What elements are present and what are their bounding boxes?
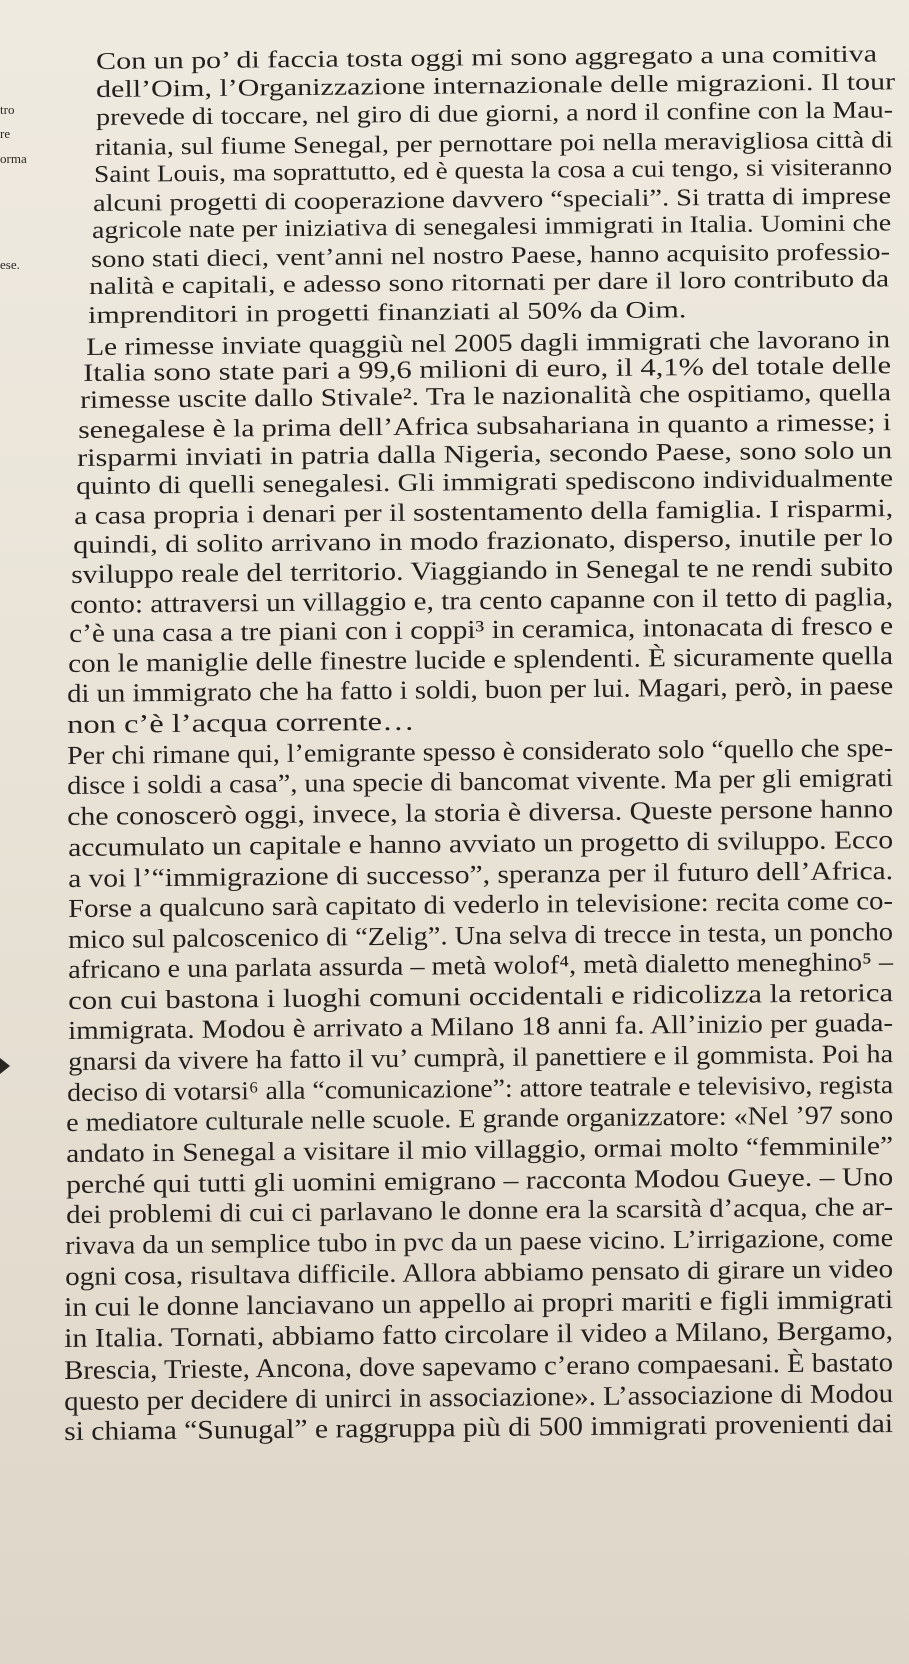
text-line-content: Italia sono state pari a 99,6 milioni di euro, il 4,1% del totale delle bbox=[82, 352, 892, 387]
text-line-content: ritania, sul fiume Senegal, per pernottare poi nella meravigliosa città di bbox=[94, 127, 894, 161]
text-line-content: accumulato un capitale e hanno avviato un progetto di sviluppo. Ecco bbox=[67, 825, 894, 862]
margin-note: orma bbox=[0, 152, 27, 165]
text-line bbox=[96, 70, 895, 102]
text-line-content: c’è una casa a tre piani con i coppi³ in ceramica, intonacata di fresco e bbox=[68, 611, 894, 648]
text-line-content: a casa propria i denari per il sostentamento della famiglia. I risparmi, bbox=[73, 495, 894, 530]
text-line bbox=[68, 888, 893, 922]
text-line-content: rimesse uscite dallo Stivale². Tra le nazionalità che ospitiamo, quella bbox=[79, 379, 892, 414]
text-line bbox=[92, 211, 891, 243]
text-line-content: nalità e capitali, e adesso sono ritornati per dare il loro contributo da bbox=[88, 266, 890, 300]
text-line-content: Brescia, Trieste, Ancona, dove sapevamo c’erano compaesani. È bastato bbox=[63, 1347, 894, 1385]
text-line bbox=[65, 1225, 893, 1259]
text-line-content: non c’è l’acqua corrente… bbox=[66, 706, 415, 739]
text-line-content: andato in Senegal a visitare il mio villaggio, ormai molto “femminile” bbox=[65, 1131, 894, 1168]
margin-note: ese. bbox=[0, 258, 20, 271]
text-line-content: gnarsi da vivere ha fatto il vu’ cumprà, il panettiere e il gommista. Poi ha bbox=[67, 1039, 894, 1076]
text-line-content: deciso di votarsi⁶ alla “comunicazione”: attore teatrale e televisivo, regista bbox=[66, 1070, 894, 1107]
margin-note: re bbox=[0, 127, 11, 140]
text-line-content: Con un po’ di faccia tosta oggi mi sono aggregato a una comitiva bbox=[95, 41, 878, 75]
text-line bbox=[68, 1010, 893, 1044]
text-line bbox=[66, 1194, 893, 1228]
text-line-content: si chiama “Sunugal” e raggruppa più di 500 immigrati provenienti dai bbox=[63, 1408, 894, 1446]
text-line-content: perché qui tutti gli uomini emigrano – racconta Modou Gueye. – Uno bbox=[65, 1162, 894, 1199]
text-line-content: Saint Louis, ma soprattutto, ed è questa la cosa a cui tengo, si visiteranno bbox=[93, 154, 893, 188]
text-line-content: imprenditori in progetti finanziati al 50% da Oim. bbox=[87, 297, 687, 329]
text-line bbox=[74, 496, 893, 529]
text-line bbox=[88, 298, 686, 328]
text-line-content: sono stati dieci, vent’anni nel nostro Paese, hanno acquisito professio- bbox=[90, 239, 891, 273]
text-line bbox=[96, 98, 893, 130]
text-line-content: disce i soldi a casa”, una specie di bancomat vivente. Ma per gli emigrati bbox=[66, 763, 894, 800]
margin-note: tro bbox=[0, 103, 15, 116]
text-line-content: immigrata. Modou è arrivato a Milano 18 anni fa. All’inizio per guada- bbox=[67, 1008, 894, 1045]
text-line-content: senegalese è la prima dell’Africa subsahariana in quanto a rimesse; i bbox=[77, 409, 892, 444]
text-line bbox=[66, 706, 415, 739]
text-line-content: e mediatore culturale nelle scuole. E grande organizzatore: «Nel ’97 sono bbox=[65, 1100, 894, 1137]
text-line-content: con cui bastona i luoghi comuni occidentali e ridicolizza la retorica bbox=[67, 978, 894, 1015]
text-line bbox=[89, 267, 889, 299]
text-line-content: Forse a qualcuno sarà capitato di vederlo in televisione: recita come co- bbox=[67, 886, 894, 923]
text-line bbox=[68, 949, 893, 983]
text-line-content: che conoscerò oggi, invece, la storia è diversa. Queste persone hanno bbox=[66, 794, 894, 831]
text-line bbox=[64, 1317, 893, 1352]
text-line-content: Per chi rimane qui, l’emigrante spesso è considerato solo “quello che spe- bbox=[66, 733, 894, 770]
text-line-content: con le maniglie delle finestre lucide e splendenti. È sicuramente quella bbox=[67, 641, 894, 678]
text-line bbox=[64, 1410, 893, 1445]
text-line-content: risparmi inviati in patria dalla Nigeria, secondo Paese, sono solo un bbox=[76, 437, 893, 472]
text-line bbox=[94, 155, 892, 187]
text-line-content: quindi, di solito arrivano in modo frazionato, disperso, inutile per lo bbox=[72, 524, 894, 559]
text-line-content: conto: attraversi un villaggio e, tra cento capanne con il tetto di paglia, bbox=[69, 582, 894, 619]
text-line-content: alcuni progetti di cooperazione davvero “speciali”. Si tratta di imprese bbox=[92, 183, 892, 217]
text-line bbox=[96, 43, 877, 74]
text-line-content: dei problemi di cui ci parlavano le donne era la scarsità d’acqua, che ar- bbox=[65, 1192, 894, 1229]
text-line bbox=[66, 1102, 893, 1136]
text-line-content: ogni cosa, risultava difficile. Allora abbiamo pensato di girare un video bbox=[64, 1254, 894, 1291]
text-line-content: quinto di quelli senegalesi. Gli immigrati spediscono individualmente bbox=[75, 465, 894, 500]
text-line bbox=[68, 827, 893, 861]
text-line-content: dell’Oim, l’Organizzazione internazionale delle migrazioni. Il tour bbox=[95, 69, 896, 103]
text-line-content: mico sul palcoscenico di “Zelig”. Una selva di trecce in testa, un poncho bbox=[67, 917, 894, 954]
text-line-content: Le rimesse inviate quaggiù nel 2005 dagli immigrati che lavorano in bbox=[85, 326, 891, 361]
text-line-content: agricole nate per iniziativa di senegalesi immigrati in Italia. Uomini che bbox=[91, 210, 892, 244]
text-line-content: rivava da un semplice tubo in pvc da un paese vicino. L’irrigazione, come bbox=[64, 1223, 894, 1260]
text-line bbox=[76, 466, 893, 499]
text-line bbox=[68, 1041, 893, 1075]
text-line-content: africano e una parlata assurda – metà wolof⁴, metà dialetto meneghino⁵ – bbox=[67, 947, 894, 984]
text-line-content: sviluppo reale del territorio. Viaggiando in Senegal te ne rendi subito bbox=[70, 552, 894, 589]
text-line bbox=[66, 1133, 893, 1167]
text-line bbox=[67, 765, 893, 799]
text-line bbox=[67, 673, 893, 707]
text-line bbox=[80, 380, 891, 413]
text-line bbox=[67, 796, 893, 830]
text-line-content: in Italia. Tornati, abbiamo fatto circolare il video a Milano, Bergamo, bbox=[63, 1315, 894, 1353]
text-line-content: prevede di toccare, nel giro di due giorni, a nord il confine con la Mau- bbox=[95, 97, 894, 131]
text-line-content: in cui le donne lanciavano un appello ai propri mariti e figli immigrati bbox=[63, 1284, 894, 1322]
text-line-content: questo per decidere di unirci in associazione». L’associazione di Modou bbox=[63, 1378, 894, 1416]
text-line-content: a voi l’“immigrazione di successo”, speranza per il futuro dell’Africa. bbox=[67, 856, 894, 893]
text-line-content: di un immigrato che ha fatto i soldi, buon per lui. Magari, però, in paese bbox=[66, 671, 894, 708]
